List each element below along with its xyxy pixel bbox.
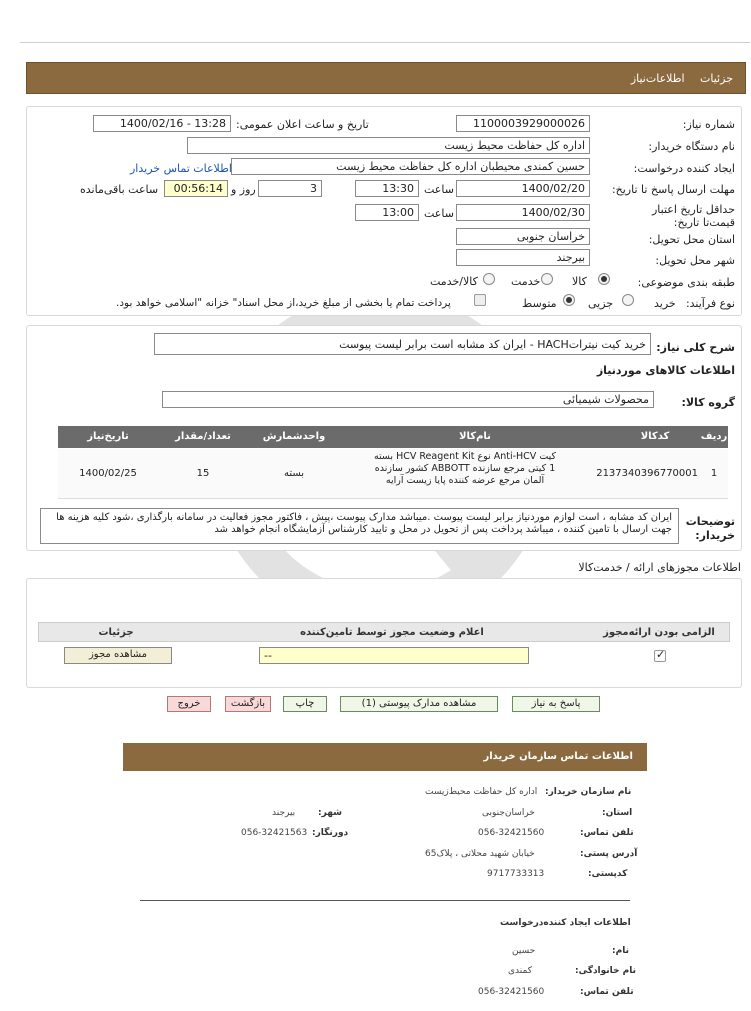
validity-date-field: 1400/02/30	[456, 204, 590, 221]
province-field: خراسان جنوبی	[456, 228, 590, 245]
col-code: کدکالا	[640, 431, 670, 442]
table-row	[58, 449, 728, 499]
permits-table-header	[38, 622, 730, 642]
creator-info-title: اطلاعات ایجاد کننده‌درخواست	[500, 918, 631, 928]
contact-city-label: شهر:	[318, 808, 342, 818]
row-date: 1400/02/25	[79, 468, 137, 479]
tab-need-info[interactable]: اطلاعات‌نیاز	[630, 72, 685, 85]
permits-col-details: جزئیات	[98, 627, 134, 638]
contact-org-label: نام سازمان خریدار:	[545, 787, 632, 797]
group-field: محصولات شیمیائی	[162, 391, 654, 408]
buyer-org-field: اداره کل حفاظت محیط زیست	[187, 137, 590, 154]
reply-button[interactable]: پاسخ به نیاز	[512, 696, 600, 712]
header-bar	[26, 62, 746, 94]
creator-family-value: کمندی	[508, 966, 532, 976]
contact-header	[123, 743, 647, 771]
row-unit: بسته	[283, 468, 305, 479]
col-unit: واحدشمارش	[262, 431, 326, 442]
summary-field: خرید کیت نیتراتHACH - ایران کد مشابه است برابر لیست پیوست	[154, 333, 651, 355]
buyer-notes-label: توضیحات خریدار:	[685, 515, 735, 542]
top-divider	[20, 42, 750, 43]
city-field: بیرجند	[456, 249, 590, 266]
days-label: روز و	[231, 183, 256, 196]
contact-phone-label: تلفن تماس:	[580, 828, 634, 838]
category-label: طبقه بندی موضوعی:	[637, 276, 735, 289]
validity-time-field: 13:00	[355, 204, 419, 221]
permits-title: اطلاعات مجوزهای ارائه / خدمت‌کالا	[578, 561, 741, 574]
contact-title: اطلاعات تماس سازمان خریدار	[483, 751, 633, 762]
creator-name-label: نام:	[612, 946, 629, 956]
contact-fax-value: 056-32421563	[241, 828, 308, 838]
col-qty: تعداد/مقدار	[175, 431, 231, 442]
permit-status-field[interactable]: --	[259, 647, 529, 664]
process-medium-radio[interactable]	[563, 294, 575, 306]
contact-city-value: بیرجند	[272, 808, 296, 818]
category-goods-radio[interactable]	[598, 273, 610, 285]
deadline-time-label: ساعت	[424, 183, 454, 196]
contact-org-value: اداره کل حفاظت محیط‌زیست	[425, 787, 538, 797]
process-buy-label: خرید	[654, 297, 676, 310]
col-name: نام‌کالا	[459, 431, 491, 442]
category-service-label: خدمت	[511, 275, 541, 288]
province-label: استان محل تحویل:	[648, 233, 735, 246]
remaining-label: ساعت باقی‌مانده	[80, 183, 159, 196]
creator-family-label: نام خانوادگی:	[575, 966, 637, 976]
row-code: 2137340396770001	[596, 468, 698, 479]
col-row: ردیف	[700, 431, 728, 442]
remaining-time-field: 00:56:14	[164, 180, 228, 197]
creator-field: حسین کمندی محیطبان اداره کل حفاظت محیط زیست	[231, 158, 590, 175]
category-both-label: کالا/خدمت	[430, 275, 478, 288]
contact-postal-label: کد‌پستی:	[588, 869, 628, 879]
creator-label: ایجاد کننده درخواست:	[633, 162, 735, 175]
deadline-date-field: 1400/02/20	[456, 180, 590, 197]
buyer-org-label: نام دستگاه خریدار:	[648, 140, 735, 153]
group-label: گروه کالا:	[681, 396, 735, 409]
creator-phone-label: تلفن تماس:	[580, 987, 634, 997]
announce-label: تاریخ و ساعت اعلان عمومی:	[236, 118, 369, 131]
creator-name-value: حسین	[512, 946, 536, 956]
days-field: 3	[258, 180, 322, 197]
category-service-radio[interactable]	[541, 273, 553, 285]
tab-details[interactable]: جزئیات	[700, 72, 733, 85]
attachments-button[interactable]: مشاهده مدارک پیوستی (1)	[340, 696, 498, 712]
buyer-contact-link[interactable]: اطلاعات تماس خریدار	[130, 162, 232, 175]
permit-required-checkbox[interactable]: ✓	[656, 648, 666, 661]
contact-phone-value: 056-32421560	[478, 828, 545, 838]
items-table-header	[58, 426, 728, 448]
category-goods-label: کالا	[572, 275, 587, 288]
validity-time-label: ساعت	[424, 207, 454, 220]
exit-button[interactable]: خروج	[167, 696, 211, 712]
contact-fax-label: دورنگار:	[312, 828, 349, 838]
back-button[interactable]: بازگشت	[225, 696, 271, 712]
city-label: شهر محل تحویل:	[655, 254, 735, 267]
treasury-checkbox[interactable]	[474, 294, 486, 306]
print-button[interactable]: چاپ	[283, 696, 327, 712]
validity-label: حداقل تاریخ اعتبار قیمت‌تا تاریخ:	[651, 203, 735, 229]
contact-address-value: خیابان شهید محلاتی ، پلاک65	[425, 849, 535, 859]
buyer-notes-field: ایران کد مشابه ، است لوازم موردنیاز برابر لیست پیوست .میباشد مدارک پیوست ،پیش ، فاکتور مجوز فعالیت در سامانه بارگذاری ،شود کلیه هزینه ها جهت ارسال با تامین کننده ، میباشد پرداخت پس از تحویل در محل و تایید کارشناس آزمایشگاه انجام خواهد شد	[40, 508, 679, 544]
goods-title: اطلاعات کالاهای موردنیاز	[596, 364, 735, 377]
row-number: 1	[710, 468, 718, 479]
contact-province-value: خراسان‌جنوبی	[482, 808, 535, 818]
contact-divider	[140, 900, 630, 901]
view-permit-button[interactable]: مشاهده مجوز	[64, 647, 172, 664]
summary-label: شرح کلی نیاز:	[656, 341, 735, 354]
contact-address-label: آدرس پستی:	[580, 849, 638, 859]
row-name: کیت Anti-HCV نوع HCV Reagent Kit بسته 1 کیتی مرجع سازنده ABBOTT کشور سازنده آلمان مرجع عرضه کننده پایا زیست آرایه	[373, 451, 557, 486]
need-number-field: 1100003929000026	[456, 115, 590, 132]
deadline-time-field: 13:30	[355, 180, 419, 197]
process-medium-label: متوسط	[522, 297, 557, 310]
permits-col-status: اعلام وضعیت مجوز توسط تامین‌کننده	[300, 627, 484, 638]
payment-note: پرداخت تمام یا بخشی از مبلغ خرید،از محل اسناد" خزانه "اسلامی خواهد بود.	[116, 297, 451, 309]
creator-phone-value: 056-32421560	[478, 987, 545, 997]
deadline-label: مهلت ارسال پاسخ تا تاریخ:	[611, 183, 735, 196]
process-label: نوع فرآیند:	[685, 297, 735, 310]
contact-postal-value: 9717733313	[487, 869, 545, 879]
process-minor-radio[interactable]	[622, 294, 634, 306]
permits-col-required: الزامی بودن ارائه‌مجوز	[603, 627, 715, 638]
row-qty: 15	[196, 468, 210, 479]
announce-field: 1400/02/16 - 13:28	[93, 115, 231, 132]
process-minor-label: جزیی	[588, 297, 614, 310]
contact-province-label: استان:	[602, 808, 633, 818]
need-number-label: شماره نیاز:	[682, 118, 735, 131]
col-date: تاریخ‌نیاز	[87, 431, 129, 442]
category-both-radio[interactable]	[483, 273, 495, 285]
